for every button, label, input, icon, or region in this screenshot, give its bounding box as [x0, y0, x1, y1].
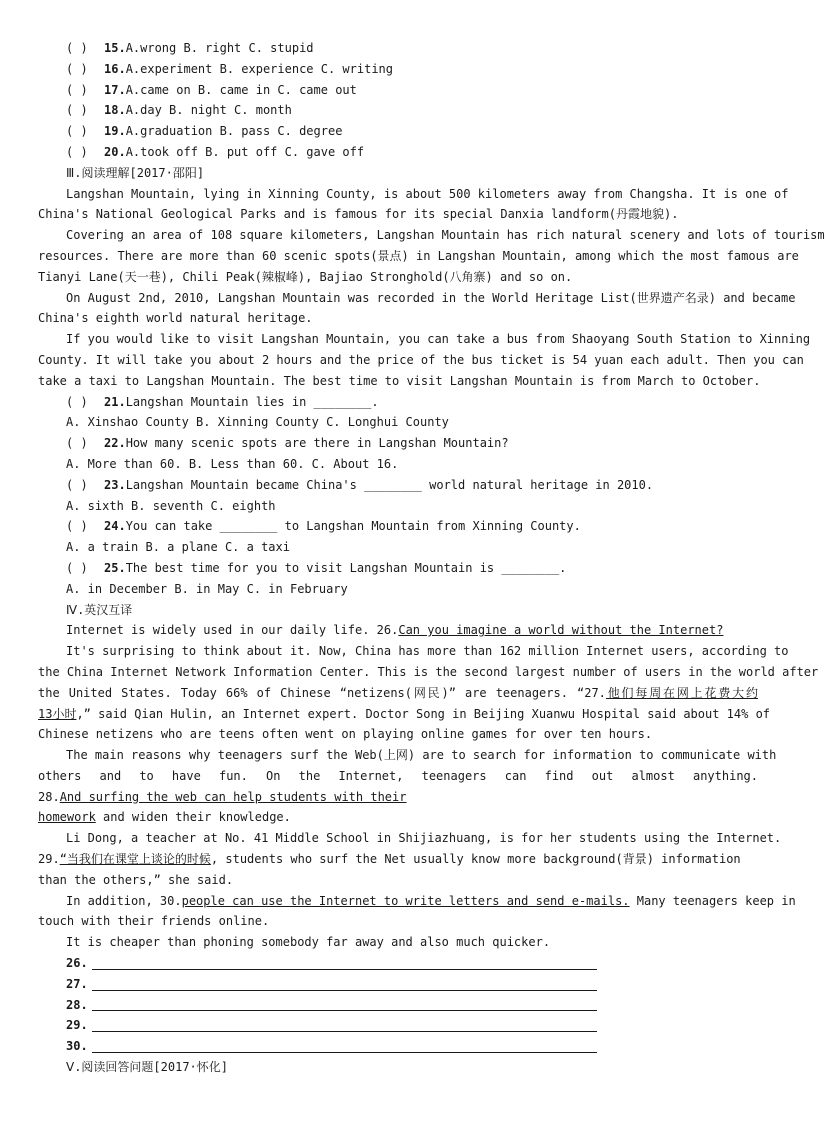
section-title: Ⅳ.英汉互译 — [66, 602, 133, 617]
question-stem: ( ) 25.The best time for you to visit Langshan Mountain is ________. — [66, 560, 567, 575]
answer-blank — [92, 976, 597, 991]
passage-line: On August 2nd, 2010, Langshan Mountain was recorded in the World Heritage List(世界遗产名录) and became — [66, 290, 796, 305]
answer-blank — [92, 1038, 597, 1053]
passage-line: resources. There are more than 60 scenic spots(景点) in Langshan Mountain, among which the most famous are — [38, 248, 799, 263]
passage-line: Li Dong, a teacher at No. 41 Middle School in Shijiazhuang, is for her students using the Internet. — [66, 831, 782, 846]
question-options: A. Xinshao County B. Xinning County C. Longhui County — [66, 415, 449, 430]
mcq-list — [38, 38, 758, 163]
passage-line: Internet is widely used in our daily life. 26.Can you imagine a world without the Internet? — [66, 623, 724, 638]
question-stem: ( ) 24.You can take ________ to Langshan Mountain from Xinning County. — [66, 519, 581, 534]
question-options: A. sixth B. seventh C. eighth — [66, 498, 276, 513]
answer-line[interactable]: 30. — [38, 1036, 758, 1057]
passage-line: take a taxi to Langshan Mountain. The best time to visit Langshan Mountain is from March to October. — [38, 373, 761, 388]
question-options: A. a train B. a plane C. a taxi — [66, 540, 290, 555]
answer-blank — [92, 1017, 597, 1032]
passage-line: the United States. Today 66% of Chinese “netizens(网民)” are teenagers. “27.他们每周在网上花费大约 — [38, 685, 758, 700]
passage-line: others and to have fun. On the Internet, teenagers can find out almost anything. — [38, 768, 758, 783]
worksheet-page — [38, 38, 825, 1078]
mcq-item: ( ) 18.A.day B. night C. month — [66, 103, 292, 118]
passage-line: County. It will take you about 2 hours and the price of the bus ticket is 54 yuan each adult. Then you can — [38, 352, 804, 367]
passage-line: The main reasons why teenagers surf the Web(上网) are to search for information to communicate with — [66, 748, 777, 763]
answer-line[interactable]: 26. — [38, 953, 758, 974]
mcq-item: ( ) 17.A.came on B. came in C. came out — [66, 82, 357, 97]
answer-lines — [38, 953, 758, 1057]
mcq-item: ( ) 15.A.wrong B. right C. stupid — [66, 41, 314, 55]
passage-line: Covering an area of 108 square kilometers, Langshan Mountain has rich natural scenery and lots of tourism — [66, 228, 825, 243]
translate-sentence-27: 他们每周在网上花费大约 — [605, 685, 758, 700]
answer-line[interactable]: 28. — [38, 995, 758, 1016]
passage-line: Tianyi Lane(天一巷), Chili Peak(辣椒峰), Bajiao Stronghold(八角寨) and so on. — [38, 269, 573, 284]
passage-line: 13小时,” said Qian Hulin, an Internet expert. Doctor Song in Beijing Xuanwu Hospital said about 14% of — [38, 706, 771, 721]
passage-line: 29.“当我们在课堂上谈论的时候, students who surf the Net usually know more background(背景) information — [38, 852, 741, 867]
question-stem: ( ) 21.Langshan Mountain lies in ________. — [66, 394, 379, 409]
passage-line: Chinese netizens who are teens often went on playing online games for over ten hours. — [38, 727, 653, 742]
question-options: A. in December B. in May C. in February — [66, 581, 348, 596]
passage-line: It is cheaper than phoning somebody far away and also much quicker. — [66, 935, 551, 950]
question-options: A. More than 60. B. Less than 60. C. About 16. — [66, 456, 399, 471]
passage-line: touch with their friends online. — [38, 914, 270, 929]
passage-line: than the others,” she said. — [38, 872, 234, 887]
translate-sentence-30: people can use the Internet to write letters and send e-mails. — [181, 893, 630, 908]
answer-line[interactable]: 29. — [38, 1015, 758, 1036]
passage-line: In addition, 30.people can use the Internet to write letters and send e-mails. Many teenagers keep in — [66, 893, 796, 908]
passage-line: the China Internet Network Information Center. This is the second largest number of users in the world after — [38, 664, 819, 679]
translate-sentence-28: And surfing the web can help students with their — [59, 789, 407, 804]
answer-line[interactable]: 27. — [38, 974, 758, 995]
passage-line: China's eighth world natural heritage. — [38, 311, 313, 326]
question-stem: ( ) 23.Langshan Mountain became China's ________ world natural heritage in 2010. — [66, 477, 654, 492]
section-title: Ⅴ.阅读回答问题[2017·怀化] — [66, 1060, 229, 1075]
passage-line: 28.And surfing the web can help students with their — [38, 789, 407, 804]
translate-sentence-29: “当我们在课堂上谈论的时候 — [59, 852, 211, 867]
mcq-item: ( ) 19.A.graduation B. pass C. degree — [66, 124, 343, 139]
mcq-item: ( ) 20.A.took off B. put off C. gave off — [66, 144, 365, 159]
passage-line: Langshan Mountain, lying in Xinning County, is about 500 kilometers away from Changsha. It is one of — [66, 186, 789, 201]
answer-blank — [92, 955, 597, 970]
passage-line: It's surprising to think about it. Now, China has more than 162 million Internet users, according to — [66, 644, 789, 659]
mcq-item: ( ) 16.A.experiment B. experience C. writing — [66, 61, 393, 76]
answer-blank — [92, 996, 597, 1011]
passage-line: China's National Geological Parks and is famous for its special Danxia landform(丹霞地貌). — [38, 207, 679, 222]
passage-line: If you would like to visit Langshan Mountain, you can take a bus from Shaoyang South Station to Xinning — [66, 332, 811, 347]
question-stem: ( ) 22.How many scenic spots are there in Langshan Mountain? — [66, 436, 509, 451]
translate-sentence-26: Can you imagine a world without the Internet? — [398, 623, 724, 638]
passage-line: homework and widen their knowledge. — [38, 810, 291, 825]
section-title: Ⅲ.阅读理解[2017·邵阳] — [66, 165, 205, 180]
